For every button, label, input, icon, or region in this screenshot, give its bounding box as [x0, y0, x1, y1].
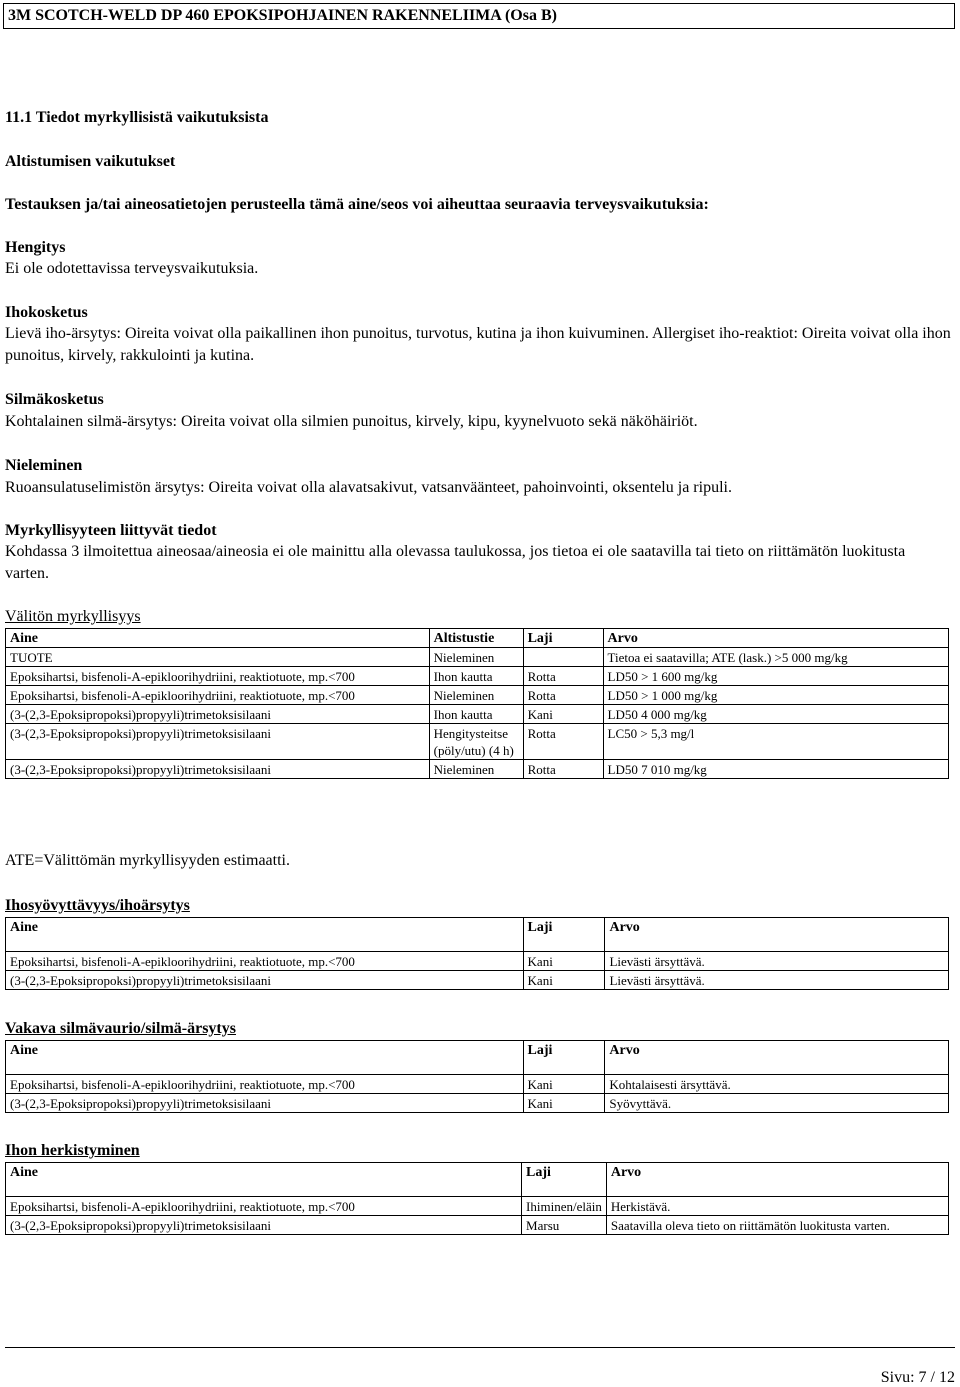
table-cell: (3-(2,3-Epoksipropoksi)propyyli)trimetoksisilaani: [6, 724, 430, 760]
table-cell: Syövyttävä.: [605, 1094, 949, 1113]
col-header: Aine: [6, 1163, 522, 1197]
table-cell: LD50 > 1 000 mg/kg: [603, 686, 949, 705]
col-header: Laji: [522, 1163, 607, 1197]
table-cell: Epoksihartsi, bisfenoli-A-epikloorihydriini, reaktiotuote, mp.<700: [6, 1197, 522, 1216]
section-subheading: Altistumisen vaikutukset: [5, 153, 176, 170]
table-cell: Nieleminen: [429, 760, 523, 779]
table-cell: LD50 7 010 mg/kg: [603, 760, 949, 779]
acute-title: Välitön myrkyllisyys: [5, 608, 141, 625]
col-header: Aine: [6, 918, 524, 952]
table-row: [6, 686, 949, 705]
table-cell: Epoksihartsi, bisfenoli-A-epikloorihydriini, reaktiotuote, mp.<700: [6, 667, 430, 686]
table-row: [6, 648, 949, 667]
col-header: Altistustie: [429, 629, 523, 648]
document-title: 3M SCOTCH-WELD DP 460 EPOKSIPOHJAINEN RAKENNELIIMA (Osa B): [3, 3, 955, 29]
table-cell: Ihiminen/eläin: [522, 1197, 607, 1216]
table-cell: Nieleminen: [429, 648, 523, 667]
table-cell: (3-(2,3-Epoksipropoksi)propyyli)trimetoksisilaani: [6, 1216, 522, 1235]
col-header: Aine: [6, 629, 430, 648]
effect-text-hengitys: Ei ole odotettavissa terveysvaikutuksia.: [5, 260, 259, 277]
table-cell: Lievästi ärsyttävä.: [605, 952, 949, 971]
table-cell: Kohtalaisesti ärsyttävä.: [605, 1075, 949, 1094]
table-cell: Rotta: [523, 667, 603, 686]
effect-title-ihokosketus: Ihokosketus: [5, 304, 88, 321]
table-cell: Epoksihartsi, bisfenoli-A-epikloorihydriini, reaktiotuote, mp.<700: [6, 952, 524, 971]
skin-table: [5, 917, 949, 990]
table-cell: LD50 > 1 600 mg/kg: [603, 667, 949, 686]
col-header: Arvo: [605, 918, 949, 952]
table-row: [6, 1216, 949, 1235]
effect-title-hengitys: Hengitys: [5, 239, 66, 256]
table-cell: (3-(2,3-Epoksipropoksi)propyyli)trimetoksisilaani: [6, 1094, 524, 1113]
table-row: [6, 952, 949, 971]
table-cell: Marsu: [522, 1216, 607, 1235]
table-cell: LC50 > 5,3 mg/l: [603, 724, 949, 760]
table-cell: Saatavilla oleva tieto on riittämätön luokitusta varten.: [606, 1216, 948, 1235]
effect-title-nieleminen: Nieleminen: [5, 457, 83, 474]
table-cell: Rotta: [523, 686, 603, 705]
table-cell: Nieleminen: [429, 686, 523, 705]
effect-title-silmakosketus: Silmäkosketus: [5, 391, 104, 408]
table-cell: Tietoa ei saatavilla; ATE (lask.) >5 000 mg/kg: [603, 648, 949, 667]
col-header: Arvo: [605, 1041, 949, 1075]
col-header: Laji: [523, 1041, 605, 1075]
section-intro: Testauksen ja/tai aineosatietojen perusteella tämä aine/seos voi aiheuttaa seuraavia terveysvaikutuksia:: [5, 196, 709, 213]
section-heading: 11.1 Tiedot myrkyllisistä vaikutuksista: [5, 109, 269, 126]
table-cell: (3-(2,3-Epoksipropoksi)propyyli)trimetoksisilaani: [6, 705, 430, 724]
table-cell: Kani: [523, 952, 605, 971]
table-cell: Kani: [523, 705, 603, 724]
table-cell: Lievästi ärsyttävä.: [605, 971, 949, 990]
table-cell: Herkistävä.: [606, 1197, 948, 1216]
table-cell: [523, 648, 603, 667]
page-number: Sivu: 7 / 12: [880, 1369, 955, 1386]
table-cell: (3-(2,3-Epoksipropoksi)propyyli)trimetoksisilaani: [6, 760, 430, 779]
table-header: [6, 1163, 949, 1197]
ate-note: ATE=Välittömän myrkyllisyyden estimaatti.: [5, 852, 290, 869]
col-header: Laji: [523, 629, 603, 648]
sens-title: Ihon herkistyminen: [5, 1142, 140, 1159]
table-cell: Epoksihartsi, bisfenoli-A-epikloorihydriini, reaktiotuote, mp.<700: [6, 1075, 524, 1094]
table-cell: Ihon kautta: [429, 705, 523, 724]
table-row: [6, 1094, 949, 1113]
table-header: [6, 1041, 949, 1075]
table-cell: Kani: [523, 1075, 605, 1094]
table-header: [6, 629, 949, 648]
effect-text-silmakosketus: Kohtalainen silmä-ärsytys: Oireita voivat olla silmien punoitus, kirvely, kipu, kyynelvuoto sekä näköhäiriöt.: [5, 413, 698, 430]
table-cell: Kani: [523, 971, 605, 990]
effect-title-myrkyllisyys: Myrkyllisyyteen liittyvät tiedot: [5, 522, 217, 539]
col-header: Aine: [6, 1041, 524, 1075]
table-cell: Rotta: [523, 760, 603, 779]
skin-title: Ihosyövyttävyys/ihoärsytys: [5, 897, 190, 914]
table-header: [6, 918, 949, 952]
table-cell: (3-(2,3-Epoksipropoksi)propyyli)trimetoksisilaani: [6, 971, 524, 990]
table-row: [6, 1075, 949, 1094]
sens-table: [5, 1162, 949, 1235]
effect-text-ihokosketus: Lievä iho-ärsytys: Oireita voivat olla paikallinen ihon punoitus, turvotus, kutina ja ihon kuivuminen. Allergiset iho-reaktiot: Oireita voivat olla ihon punoitus, kirvely, rakkulointi ja kutina.: [5, 325, 951, 364]
eye-title: Vakava silmävaurio/silmä-ärsytys: [5, 1020, 236, 1037]
table-cell: Epoksihartsi, bisfenoli-A-epikloorihydriini, reaktiotuote, mp.<700: [6, 686, 430, 705]
table-row: [6, 667, 949, 686]
acute-table: [5, 628, 949, 779]
footer-divider: [5, 1347, 955, 1348]
table-cell: Ihon kautta: [429, 667, 523, 686]
table-row: [6, 760, 949, 779]
table-row: [6, 971, 949, 990]
col-header: Arvo: [603, 629, 949, 648]
table-cell: Rotta: [523, 724, 603, 760]
table-row: [6, 724, 949, 760]
table-cell: Kani: [523, 1094, 605, 1113]
table-cell: Hengitysteitse (pöly/utu) (4 h): [429, 724, 523, 760]
effect-text-nieleminen: Ruoansulatuselimistön ärsytys: Oireita voivat olla alavatsakivut, vatsanväänteet, pahoinvointi, oksentelu ja ripuli.: [5, 479, 732, 496]
table-row: [6, 705, 949, 724]
table-cell: TUOTE: [6, 648, 430, 667]
effect-text-myrkyllisyys: Kohdassa 3 ilmoitettua aineosaa/aineosia ei ole mainittu alla olevassa taulukossa, jos tietoa ei ole saatavilla tai tieto on riittämätön luokitusta varten.: [5, 543, 906, 582]
table-cell: LD50 4 000 mg/kg: [603, 705, 949, 724]
col-header: Laji: [523, 918, 605, 952]
eye-table: [5, 1040, 949, 1113]
col-header: Arvo: [606, 1163, 948, 1197]
table-row: [6, 1197, 949, 1216]
